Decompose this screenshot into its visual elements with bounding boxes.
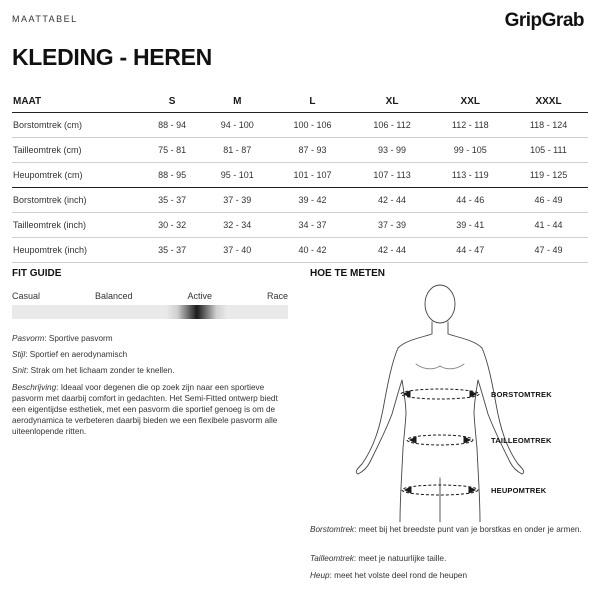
heup-value: : meet het volste deel rond de heupen bbox=[329, 571, 468, 580]
table-cell: 81 - 87 bbox=[202, 138, 272, 163]
fit-scale-label: Casual bbox=[12, 291, 41, 301]
table-cell: 47 - 49 bbox=[509, 238, 588, 263]
table-cell: 118 - 124 bbox=[509, 113, 588, 138]
table-cell: 37 - 39 bbox=[202, 188, 272, 213]
table-cell: 44 - 47 bbox=[432, 238, 510, 263]
row-label: Heupomtrek (cm) bbox=[12, 163, 142, 188]
table-cell: 42 - 44 bbox=[353, 188, 432, 213]
page-title: KLEDING - HEREN bbox=[12, 44, 212, 70]
taille-instruction bbox=[310, 553, 590, 564]
heup-instruction bbox=[310, 570, 590, 581]
fit-scale-label: Balanced bbox=[94, 291, 133, 301]
column-header: XXXL bbox=[509, 90, 588, 113]
fit-scale-bar bbox=[12, 305, 288, 319]
pasvorm-value: : Sportive pasvorm bbox=[44, 334, 113, 343]
stijl-label: Stijl bbox=[12, 350, 26, 359]
chest-measure-line bbox=[401, 389, 479, 399]
row-label: Tailleomtrek (inch) bbox=[12, 213, 142, 238]
table-cell: 42 - 44 bbox=[353, 238, 432, 263]
table-cell: 35 - 37 bbox=[142, 238, 202, 263]
taille-value: : meet je natuurlijke taille. bbox=[353, 554, 447, 563]
brand-logo: GripGrab bbox=[504, 10, 584, 31]
beschrijving-label: Beschrijving bbox=[12, 383, 57, 392]
table-cell: 37 - 39 bbox=[353, 213, 432, 238]
table-cell: 75 - 81 bbox=[142, 138, 202, 163]
table-cell: 106 - 112 bbox=[353, 113, 432, 138]
page-eyebrow: MAATTABEL bbox=[12, 14, 78, 24]
row-label: Borstomtrek (cm) bbox=[12, 113, 142, 138]
row-label: Heupomtrek (inch) bbox=[12, 238, 142, 263]
size-table bbox=[12, 90, 588, 263]
stijl-text bbox=[12, 349, 288, 360]
waist-arrows-icon bbox=[410, 437, 470, 443]
beschrijving-value: : Ideaal voor degenen die op zoek zijn naar een sportieve pasvorm met daarbij comfort in gedachten. Het Semi-Fitted ontwerp biedt een eigentijdse esthetiek, met een pasvorm die sportief genoeg is om de aerodynamica te verbeteren daarbij bieden we een flexibele pasvorm alle uiteenlopende ritten. bbox=[12, 383, 278, 436]
chest-arrows-icon bbox=[404, 391, 476, 397]
how-to-measure-title: HOE TE METEN bbox=[310, 268, 386, 279]
table-row bbox=[12, 238, 588, 263]
column-header: M bbox=[202, 90, 272, 113]
column-header: S bbox=[142, 90, 202, 113]
table-row bbox=[12, 138, 588, 163]
pasvorm-text bbox=[12, 333, 288, 344]
chest-label: BORSTOMTREK bbox=[491, 390, 552, 399]
table-cell: 88 - 94 bbox=[142, 113, 202, 138]
table-cell: 87 - 93 bbox=[272, 138, 352, 163]
beschrijving-text bbox=[12, 382, 288, 437]
table-cell: 88 - 95 bbox=[142, 163, 202, 188]
table-cell: 93 - 99 bbox=[353, 138, 432, 163]
table-cell: 32 - 34 bbox=[202, 213, 272, 238]
table-row bbox=[12, 113, 588, 138]
row-label: Tailleomtrek (cm) bbox=[12, 138, 142, 163]
taille-label: Tailleomtrek bbox=[310, 554, 354, 563]
table-cell: 119 - 125 bbox=[509, 163, 588, 188]
fit-guide-title: FIT GUIDE bbox=[12, 268, 62, 279]
table-cell: 39 - 42 bbox=[272, 188, 352, 213]
table-cell: 105 - 111 bbox=[509, 138, 588, 163]
hip-label: HEUPOMTREK bbox=[491, 486, 547, 495]
table-cell: 113 - 119 bbox=[432, 163, 510, 188]
table-cell: 40 - 42 bbox=[272, 238, 352, 263]
column-header: XXL bbox=[432, 90, 510, 113]
fit-scale bbox=[12, 291, 288, 301]
column-header: MAAT bbox=[12, 90, 142, 113]
heup-label: Heup bbox=[310, 571, 330, 580]
figure-head bbox=[425, 285, 455, 323]
borst-value: : meet bij het breedste punt van je borstkas en onder je armen. bbox=[354, 525, 582, 534]
snit-text bbox=[12, 365, 288, 376]
fit-scale-label: Race bbox=[266, 291, 288, 301]
snit-value: : Strak om het lichaam zonder te knellen. bbox=[26, 366, 175, 375]
table-cell: 107 - 113 bbox=[353, 163, 432, 188]
stijl-value: : Sportief en aerodynamisch bbox=[25, 350, 128, 359]
borst-label: Borstomtrek bbox=[310, 525, 355, 534]
table-cell: 44 - 46 bbox=[432, 188, 510, 213]
row-label: Borstomtrek (inch) bbox=[12, 188, 142, 213]
table-cell: 37 - 40 bbox=[202, 238, 272, 263]
table-cell: 100 - 106 bbox=[272, 113, 352, 138]
table-cell: 35 - 37 bbox=[142, 188, 202, 213]
column-header: XL bbox=[353, 90, 432, 113]
table-row bbox=[12, 188, 588, 213]
table-cell: 112 - 118 bbox=[432, 113, 510, 138]
size-table-header bbox=[12, 90, 588, 113]
table-cell: 30 - 32 bbox=[142, 213, 202, 238]
chest-detail bbox=[416, 364, 464, 369]
pasvorm-label: Pasvorm bbox=[12, 334, 45, 343]
fit-scale-label-selected: Active bbox=[187, 291, 212, 301]
table-row bbox=[12, 163, 588, 188]
table-cell: 94 - 100 bbox=[202, 113, 272, 138]
table-cell: 41 - 44 bbox=[509, 213, 588, 238]
table-cell: 101 - 107 bbox=[272, 163, 352, 188]
waist-label: TAILLEOMTREK bbox=[491, 436, 552, 445]
table-cell: 99 - 105 bbox=[432, 138, 510, 163]
table-cell: 34 - 37 bbox=[272, 213, 352, 238]
waist-measure-line bbox=[407, 435, 473, 445]
borst-instruction bbox=[310, 524, 590, 535]
table-cell: 95 - 101 bbox=[202, 163, 272, 188]
table-cell: 46 - 49 bbox=[509, 188, 588, 213]
table-row bbox=[12, 213, 588, 238]
column-header: L bbox=[272, 90, 352, 113]
table-cell: 39 - 41 bbox=[432, 213, 510, 238]
snit-label: Snit bbox=[12, 366, 27, 375]
